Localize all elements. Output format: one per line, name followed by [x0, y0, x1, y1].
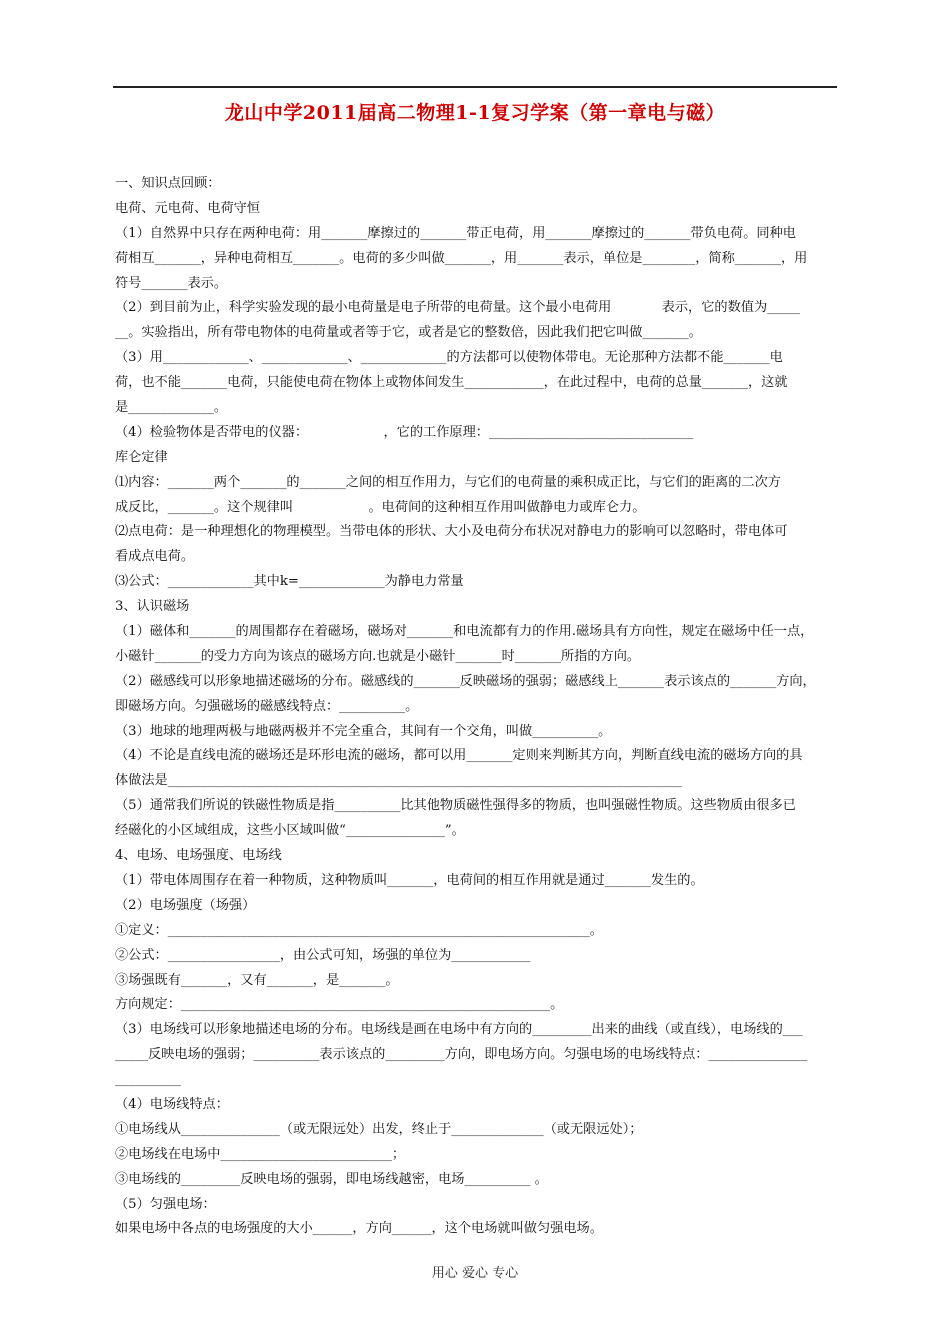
text-line: （2）磁感线可以形象地描述磁场的分布。磁感线的_______反映磁场的强弱；磁感线上_______表示该点的_______方向，: [115, 673, 816, 689]
text-line: （4）电场线特点：: [115, 1096, 229, 1112]
text-line: 荷相互_______，异种电荷相互_______。电荷的多少叫做_______，用_______表示，单位是________，简称_______，用: [115, 250, 808, 266]
text-line: __。实验指出，所有带电物体的电荷量或者等于它，或者是它的整数倍，因此我们把它叫做_______。: [115, 325, 702, 341]
text-line: ⑵点电荷：是一种理想化的物理模型。当带电体的形状、大小及电荷分布状况对静电力的影响可以忽略时，带电体可: [115, 524, 788, 540]
text-line: （1）磁体和_______的周围都存在着磁场，磁场对_______和电流都有力的作用.磁场具有方向性，规定在磁场中任一点，: [115, 624, 814, 640]
document-body: [115, 172, 839, 1242]
text-line: （4）不论是直线电流的磁场还是环形电流的磁场，都可以用_______定则来判断其方向，判断直线电流的磁场方向的具: [115, 748, 803, 764]
text-line: 如果电场中各点的电场强度的大小______，方向______，这个电场就叫做匀强电场。: [115, 1221, 603, 1237]
page-footer: 用心 爱心 专心: [431, 1266, 519, 1281]
text-line: 经磁化的小区域组成，这些小区域叫做“_______________”。: [115, 823, 465, 839]
text-line: 方向规定：________________________________________________________。: [115, 997, 564, 1013]
text-line: ②公式：_________________，由公式可知，场强的单位为____________: [115, 947, 531, 963]
text-line: 小磁针_______的受力方向为该点的磁场方向.也就是小磁针_______时_______所指的方向。: [115, 648, 641, 664]
text-line: （3）电场线可以形象地描述电场的分布。电场线是画在电场中有方向的_________出来的曲线（或直线），电场线的___: [115, 1022, 803, 1038]
text-line: ⑶公式：_____________其中k=_____________为静电力常量: [115, 574, 464, 590]
text-line: 3、认识磁场: [115, 599, 190, 615]
text-line: _____反映电场的强弱；__________表示该点的_________方向，即电场方向。匀强电场的电场线特点：_______________: [115, 1047, 808, 1063]
text-line: ③电场线的_________反映电场的强弱，即电场线越密，电场__________ 。: [115, 1171, 548, 1187]
text-line: （1）自然界中只存在两种电荷：用_______摩擦过的_______带正电荷，用_______摩擦过的_______带负电荷。同种电: [115, 225, 796, 241]
header-rule: [113, 86, 837, 88]
text-line: （3）地球的地理两极与地磁两极并不完全重合，其间有一个交角，叫做__________。: [115, 723, 612, 739]
text-line: （2）电场强度（场强）: [115, 897, 256, 913]
text-line: 4、电场、电场强度、电场线: [115, 848, 282, 864]
text-line: 是_____________。: [115, 400, 228, 416]
text-line: ⑴内容：_______两个_______的_______之间的相互作用力，与它们的电荷量的乘积成正比，与它们的距离的二次方: [115, 474, 781, 490]
text-line: 看成点电荷。: [115, 549, 195, 565]
text-line: （5）通常我们所说的铁磁性物质是指__________比其他物质磁性强得多的物质，也叫强磁性物质。这些物质由很多已: [115, 798, 796, 814]
text-line: 即磁场方向。匀强磁场的磁感线特点：__________。: [115, 698, 419, 714]
text-line: （2）到目前为止，科学实验发现的最小电荷量是电子所带的电荷量。这个最小电荷用 表示，它的数值为_____: [115, 300, 801, 316]
text-line: 荷，也不能_______电荷，只能使电荷在物体上或物体间发生____________，在此过程中，电荷的总量_______，这就: [115, 375, 788, 391]
text-line: 一、知识点回顾：: [115, 176, 221, 191]
text-line: （4）检验物体是否带电的仪器： ，它的工作原理：_______________________________: [115, 424, 694, 440]
text-line: ①电场线从_______________（或无限远处）出发，终止于______________（或无限远处）；: [115, 1121, 643, 1137]
text-line: ①定义：________________________________________________________________。: [115, 922, 603, 938]
text-line: 成反比，_______。这个规律叫 。电荷间的这种相互作用叫做静电力或库仑力。: [115, 499, 646, 515]
text-line: ②电场线在电场中__________________________；: [115, 1146, 406, 1162]
text-line: 符号_______表示。: [115, 275, 228, 291]
text-line: （5）匀强电场：: [115, 1196, 216, 1212]
text-line: （3）用_____________、_____________、_____________的方法都可以使物体带电。无论那种方法都不能_______电: [115, 350, 783, 366]
text-line: （1）带电体周围存在着一种物质，这种物质叫_______，电荷间的相互作用就是通过_______发生的。: [115, 872, 704, 888]
text-line: 电荷、元电荷、电荷守恒: [115, 200, 261, 216]
document-title: 龙山中学2011届高二物理1-1复习学案（第一章电与磁）: [224, 102, 726, 124]
text-line: __________: [115, 1072, 181, 1088]
text-line: ③场强既有_______，又有_______，是_______。: [115, 972, 399, 988]
text-line: 体做法是______________________________________________________________________________: [115, 773, 683, 789]
text-line: 库仑定律: [115, 449, 168, 465]
